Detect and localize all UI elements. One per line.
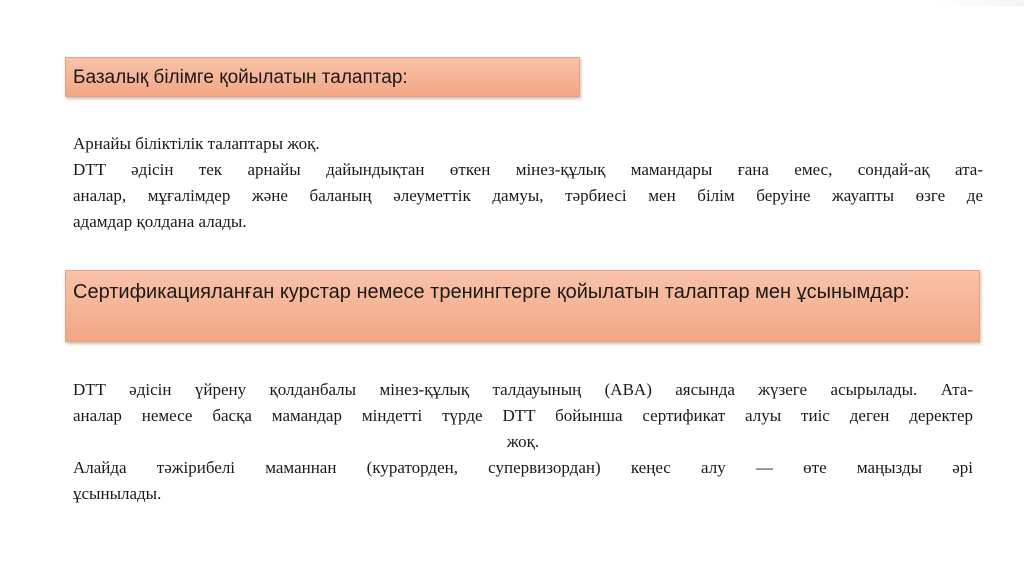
text-line: Алайда тәжірибелі маманнан (кураторден, супервизордан) кеңес алу — өте маңызды әрі [73, 458, 973, 477]
text-line: Арнайы біліктілік талаптары жоқ. [73, 134, 320, 153]
text-line: жоқ. [506, 432, 540, 451]
heading-certification-requirements: Сертификацияланған курстар немесе тренингтерге қойылатын талаптар мен ұсынымдар: [65, 270, 980, 342]
text-line: адамдар қолдана алады. [73, 212, 247, 231]
text-line: аналар немесе басқа мамандар міндетті түрде DTT бойынша сертификат алуы тиіс деген деректер [73, 406, 973, 425]
heading-basic-knowledge-requirements: Базалық білімге қойылатын талаптар: [65, 57, 580, 97]
text-line: DTT әдісін тек арнайы дайындықтан өткен мінез-құлық мамандары ғана емес, сондай-ақ ата- [73, 160, 983, 179]
certification-requirements-text [73, 377, 973, 507]
text-line: ұсынылады. [73, 484, 162, 503]
basic-requirements-text [73, 131, 983, 235]
slide-corner-decoration [934, 0, 1024, 6]
text-line: DTT әдісін үйрену қолданбалы мінез-құлық талдауының (ABA) аясында жүзеге асырылады. Ата- [73, 380, 973, 399]
text-line: аналар, мұғалімдер және баланың әлеуметтік дамуы, тәрбиесі мен білім беруіне жауапты өзге де [73, 186, 983, 205]
